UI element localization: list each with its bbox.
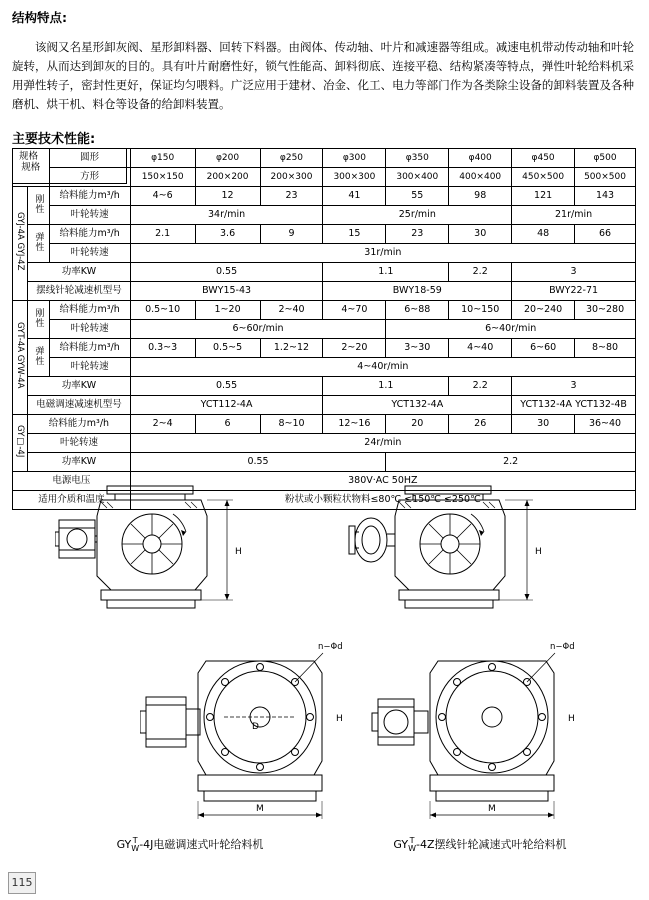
drawing-plan-view-right xyxy=(370,625,585,825)
intro-paragraph: 该阀又名星形卸灰阀、星形卸料器、回转下料器。由阀体、传动轴、叶片和减速器等组成。减速电机带动传动轴和叶轮旋转，从而达到卸灰的目的。具有叶片耐磨性好，锁气性能高、卸料彻底、连接平稳、结构紧凑等特点，弹性叶轮给料机采用弹性转子，密封性更好，保证均匀喂料。广泛应用于建材、冶金、化工、电力等部门作为各类除尘设备的卸料装置及各种磨机、烘干机、料仓等设备的给卸料装置。 xyxy=(12,39,634,111)
dim-label-H-plan-left: H xyxy=(336,714,343,724)
cell-g2-elastic-cap-4: 3~30 xyxy=(386,339,449,358)
cell-g1-rigid-cap-1: 12 xyxy=(195,187,260,206)
cell-size-square-0: 150×150 xyxy=(130,168,195,187)
cell-g1-rigid xyxy=(28,187,49,225)
cell-g2-rigid-cap-0: 0.5~10 xyxy=(130,301,195,320)
caption-left-suffix: -4J电磁调速式叶轮给料机 xyxy=(139,838,264,851)
cell-g1-rigid-speed-label: 叶轮转速 xyxy=(49,206,130,225)
cell-voltage-value: 380V·AC 50HZ xyxy=(130,472,635,491)
cell-g1-elastic-cap-7: 66 xyxy=(575,225,636,244)
cell-g3-cap-0: 2~4 xyxy=(130,415,195,434)
cell-g1-elastic-cap-4: 23 xyxy=(386,225,449,244)
cell-g2-elastic-cap-2: 1.2~12 xyxy=(260,339,323,358)
cell-g3-cap-2: 8~10 xyxy=(260,415,323,434)
cell-g1-reducer-label: 摆线针轮减速机型号 xyxy=(28,282,130,301)
dim-label-M-left: M xyxy=(256,804,264,814)
cell-g3-cap-1: 6 xyxy=(195,415,260,434)
cell-g3-cap-5: 26 xyxy=(449,415,512,434)
table-row-g2-rigid-capacity xyxy=(13,301,636,320)
cell-g1-rigid-cap-6: 121 xyxy=(512,187,575,206)
cell-size-round-7: φ500 xyxy=(575,149,636,168)
g2-rigid-text: 刚性 xyxy=(33,307,44,328)
cell-size-round-3: φ300 xyxy=(323,149,386,168)
cell-size-square-4: 300×400 xyxy=(386,168,449,187)
table-row-g3-speed xyxy=(13,434,636,453)
cell-group2-label xyxy=(13,301,28,415)
cell-shape-round: 圆形 xyxy=(49,149,130,168)
cell-g3-speed-label: 叶轮转速 xyxy=(28,434,130,453)
caption-right-sub-bot: W xyxy=(408,844,417,853)
cell-voltage-label: 电源电压 xyxy=(13,472,131,491)
cell-g3-power-1: 2.2 xyxy=(386,453,636,472)
group3-label-text: GY□-4J xyxy=(15,424,26,458)
table-row-round-sizes xyxy=(13,149,636,168)
cell-g1-rigid-cap-0: 4~6 xyxy=(130,187,195,206)
cell-g1-elastic-cap-3: 15 xyxy=(323,225,386,244)
cell-g1-reducer-2: BWY22-71 xyxy=(512,282,636,301)
cell-g2-rigid-cap-4: 6~88 xyxy=(386,301,449,320)
table-row-g1-rigid-capacity xyxy=(13,187,636,206)
cell-g2-power-0: 0.55 xyxy=(130,377,323,396)
cell-g2-elastic-cap-6: 6~60 xyxy=(512,339,575,358)
cell-g1-rigid-cap-2: 23 xyxy=(260,187,323,206)
table-row-g2-elastic-speed xyxy=(13,358,636,377)
table-row-g3-power xyxy=(13,453,636,472)
cell-g3-power-0: 0.55 xyxy=(130,453,386,472)
cell-size-square-3: 300×300 xyxy=(323,168,386,187)
cell-g1-elastic-cap-0: 2.1 xyxy=(130,225,195,244)
dim-label-H-plan-right: H xyxy=(568,714,575,724)
cell-g2-elastic-cap-label: 给料能力m³/h xyxy=(49,339,130,358)
cell-size-round-6: φ450 xyxy=(512,149,575,168)
cell-g1-power-3: 3 xyxy=(512,263,636,282)
table-row-g3-capacity xyxy=(13,415,636,434)
cell-size-round-2: φ250 xyxy=(260,149,323,168)
cell-shape-square: 方形 xyxy=(49,168,130,187)
cell-g2-elastic xyxy=(28,339,49,377)
cell-g1-elastic-cap-5: 30 xyxy=(449,225,512,244)
table-row-g2-reducer xyxy=(13,396,636,415)
cell-size-round-4: φ350 xyxy=(386,149,449,168)
cell-g2-reducer-2: YCT132-4A YCT132-4B xyxy=(512,396,636,415)
table-row-g2-power xyxy=(13,377,636,396)
table-row-square-sizes xyxy=(13,168,636,187)
cell-size-square-2: 200×300 xyxy=(260,168,323,187)
cell-g3-cap-label: 给料能力m³/h xyxy=(28,415,130,434)
cell-g2-rigid-cap-7: 30~280 xyxy=(575,301,636,320)
cell-g2-elastic-cap-5: 4~40 xyxy=(449,339,512,358)
drawing-side-view-left xyxy=(55,480,285,640)
dim-label-n-phi-d-left: n−Φd xyxy=(318,642,343,652)
cell-size-round-0: φ150 xyxy=(130,149,195,168)
caption-left-sub-bot: W xyxy=(131,844,140,853)
section-title-structure: 结构特点: xyxy=(12,10,67,25)
cell-g1-power-1: 1.1 xyxy=(323,263,449,282)
caption-left-drawing xyxy=(40,836,340,853)
cell-medium-value: 粉状或小颗粒状物料≤80℃ ≤150℃ ≤250℃ xyxy=(130,491,635,510)
cell-g1-elastic-cap-2: 9 xyxy=(260,225,323,244)
cell-g2-rigid-speed-0: 6~60r/min xyxy=(130,320,386,339)
cell-g2-rigid-cap-label: 给料能力m³/h xyxy=(49,301,130,320)
caption-right-drawing xyxy=(330,836,630,853)
cell-g2-reducer-0: YCT112-4A xyxy=(130,396,323,415)
cell-size-square-1: 200×200 xyxy=(195,168,260,187)
cell-g2-power-1: 1.1 xyxy=(323,377,449,396)
page-number: 115 xyxy=(8,872,36,894)
cell-g3-cap-7: 36~40 xyxy=(575,415,636,434)
g1-rigid-text: 刚性 xyxy=(33,193,44,214)
cell-g3-speed: 24r/min xyxy=(130,434,635,453)
cell-g2-rigid-speed-1: 6~40r/min xyxy=(386,320,636,339)
specifications-table-main xyxy=(12,148,636,510)
dim-label-n-phi-d-right: n−Φd xyxy=(550,642,575,652)
table-row-g1-reducer xyxy=(13,282,636,301)
cell-g1-rigid-speed-0: 34r/min xyxy=(130,206,323,225)
cell-g2-elastic-cap-1: 0.5~5 xyxy=(195,339,260,358)
cell-group1-label xyxy=(13,187,28,301)
cell-g3-power-label: 功率KW xyxy=(28,453,130,472)
g2-elastic-text: 弹性 xyxy=(33,345,44,366)
cell-spec-label: 规格 xyxy=(13,149,50,187)
cell-g1-rigid-cap-7: 143 xyxy=(575,187,636,206)
section-title-performance: 主要技术性能: xyxy=(12,132,96,147)
cell-g2-rigid-cap-5: 10~150 xyxy=(449,301,512,320)
cell-g1-elastic-speed-label: 叶轮转速 xyxy=(49,244,130,263)
table-row-g1-power xyxy=(13,263,636,282)
table-row-g2-elastic-capacity xyxy=(13,339,636,358)
cell-g1-power-label: 功率KW xyxy=(28,263,130,282)
table-row-g2-rigid-speed xyxy=(13,320,636,339)
cell-g2-rigid-cap-2: 2~40 xyxy=(260,301,323,320)
cell-g2-elastic-cap-3: 2~20 xyxy=(323,339,386,358)
dim-label-H-right: H xyxy=(535,547,542,557)
g1-elastic-text: 弹性 xyxy=(33,231,44,252)
cell-g1-rigid-speed-2: 21r/min xyxy=(512,206,636,225)
group1-label-text: GYJ-4A GYJ-4Z xyxy=(15,212,26,271)
cell-g1-rigid-cap-4: 55 xyxy=(386,187,449,206)
cell-size-square-7: 500×500 xyxy=(575,168,636,187)
cell-g1-reducer-1: BWY18-59 xyxy=(323,282,512,301)
caption-left-sub-top: T xyxy=(132,836,138,845)
caption-left-prefix: GY xyxy=(116,838,132,851)
cell-g2-power-label: 功率KW xyxy=(28,377,130,396)
cell-g1-power-2: 2.2 xyxy=(449,263,512,282)
dim-label-D-left: D xyxy=(252,722,259,732)
cell-g2-rigid-cap-1: 1~20 xyxy=(195,301,260,320)
cell-g2-elastic-speed-label: 叶轮转速 xyxy=(49,358,130,377)
cell-g2-reducer-1: YCT132-4A xyxy=(323,396,512,415)
cell-g1-elastic-cap-label: 给料能力m³/h xyxy=(49,225,130,244)
cell-size-square-5: 400×400 xyxy=(449,168,512,187)
dim-label-M-right: M xyxy=(488,804,496,814)
table-row-g1-rigid-speed xyxy=(13,206,636,225)
cell-size-round-5: φ400 xyxy=(449,149,512,168)
cell-g1-rigid-speed-1: 25r/min xyxy=(323,206,512,225)
caption-right-sub-top: T xyxy=(409,836,415,845)
table-row-g1-elastic-capacity xyxy=(13,225,636,244)
cell-g3-cap-4: 20 xyxy=(386,415,449,434)
cell-g1-elastic-cap-1: 3.6 xyxy=(195,225,260,244)
cell-g2-power-3: 3 xyxy=(512,377,636,396)
caption-right-prefix: GY xyxy=(393,838,409,851)
cell-g3-cap-3: 12~16 xyxy=(323,415,386,434)
cell-g2-power-2: 2.2 xyxy=(449,377,512,396)
cell-g2-rigid-speed-label: 叶轮转速 xyxy=(49,320,130,339)
cell-size-square-6: 450×500 xyxy=(512,168,575,187)
table-row-g1-elastic-speed xyxy=(13,244,636,263)
cell-size-round-1: φ200 xyxy=(195,149,260,168)
cell-g2-reducer-label: 电磁调速减速机型号 xyxy=(28,396,130,415)
cell-g1-elastic-speed: 31r/min xyxy=(130,244,635,263)
group2-label-text: GYT-4A GYW-4A xyxy=(15,322,26,389)
cell-g2-rigid-cap-6: 20~240 xyxy=(512,301,575,320)
cell-g1-power-0: 0.55 xyxy=(130,263,323,282)
drawing-plan-view-left xyxy=(140,625,350,825)
cell-g2-elastic-cap-7: 8~80 xyxy=(575,339,636,358)
cell-g2-rigid-cap-3: 4~70 xyxy=(323,301,386,320)
cell-group3-label xyxy=(13,415,28,472)
technical-drawings-area xyxy=(0,470,649,860)
cell-g1-elastic-cap-6: 48 xyxy=(512,225,575,244)
cell-g1-rigid-cap-5: 98 xyxy=(449,187,512,206)
cell-g1-reducer-0: BWY15-43 xyxy=(130,282,323,301)
cell-g1-elastic xyxy=(28,225,49,263)
cell-g1-rigid-cap-label: 给料能力m³/h xyxy=(49,187,130,206)
caption-right-suffix: -4Z摆线针轮减速式叶轮给料机 xyxy=(416,838,567,851)
cell-g3-cap-6: 30 xyxy=(512,415,575,434)
cell-g2-rigid xyxy=(28,301,49,339)
cell-g1-rigid-cap-3: 41 xyxy=(323,187,386,206)
cell-g2-elastic-cap-0: 0.3~3 xyxy=(130,339,195,358)
spec-label-top: 规格 xyxy=(19,151,39,162)
cell-g2-elastic-speed: 4~40r/min xyxy=(130,358,635,377)
cell-medium-label: 适用介质和温度 xyxy=(13,491,131,510)
drawing-side-view-right xyxy=(345,480,585,640)
dim-label-H-left: H xyxy=(235,547,242,557)
